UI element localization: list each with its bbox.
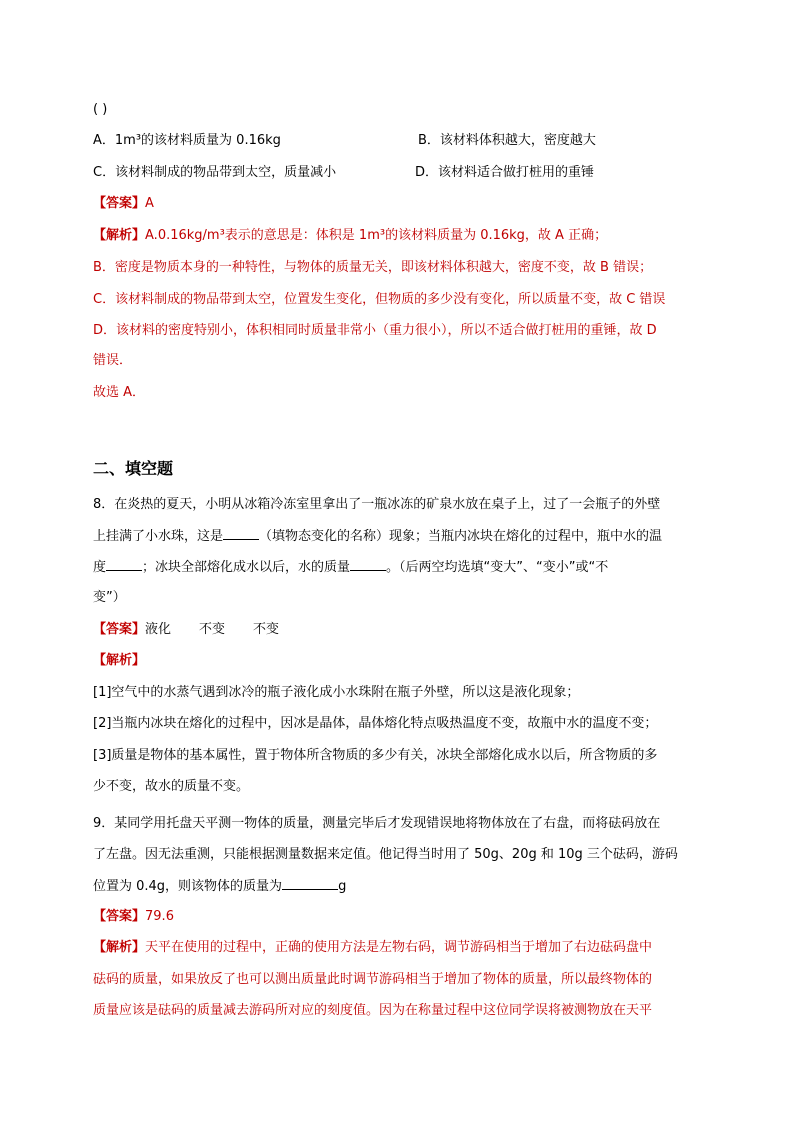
q7-analysis-label: 【解析】 bbox=[93, 228, 146, 243]
q9-line-2: 了左盘。因无法重测，只能根据测量数据来定值。他记得当时用了 50g、20g 和 10g 三个砝码，游码 bbox=[93, 847, 678, 862]
q8-analysis-3b: 少不变，故水的质量不变。 bbox=[93, 779, 250, 794]
q9-line-3-a: 位置为 0.4g，则该物体的质量为 bbox=[93, 879, 283, 894]
q7-conclusion: 故选 A． bbox=[93, 385, 146, 400]
q9-blank bbox=[282, 877, 338, 890]
q8-line-3-a: 度 bbox=[93, 560, 107, 575]
q9-line-3 bbox=[93, 877, 346, 896]
q8-blank-1 bbox=[223, 527, 259, 540]
q9-line-1: 9．某同学用托盘天平测一物体的质量，测量完毕后才发现错误地将物体放在了右盘，而将砝码放在 bbox=[93, 816, 661, 831]
q7-answer-label: 【答案】 bbox=[93, 196, 146, 211]
q8-line-4: 变”） bbox=[93, 590, 126, 605]
q8-analysis-2: [2]当瓶内冰块在熔化的过程中，因冰是晶体，晶体熔化特点吸热温度不变，故瓶中水的温度不变； bbox=[93, 716, 658, 731]
q9-answer-label: 【答案】 bbox=[93, 909, 146, 924]
q7-option-b-text: B．该材料体积越大，密度越大 bbox=[418, 133, 596, 148]
q8-analysis-1: [1]空气中的水蒸气遇到冰冷的瓶子液化成小水珠附在瓶子外壁，所以这是液化现象； bbox=[93, 685, 580, 700]
q7-option-a-text: A．1m³的该材料质量为 0.16kg bbox=[93, 133, 281, 148]
q9-analysis-text-1: 天平在使用的过程中，正确的使用方法是左物右码，调节游码相当于增加了右边砝码盘中 bbox=[145, 940, 653, 955]
q9-answer-value: 79.6 bbox=[145, 909, 174, 924]
q7-option-c-text: C．该材料制成的物品带到太空，质量减小 bbox=[93, 165, 337, 180]
q9-analysis-3: 质量应该是砝码的质量减去游码所对应的刻度值。因为在称量过程中这位同学误将被测物放在天平 bbox=[93, 1003, 653, 1018]
q7-analysis-4: D．该材料的密度特别小，体积相同时质量非常小（重力很小），所以不适合做打桩用的重锤，故 D bbox=[93, 323, 657, 338]
q7-analysis-2: B．密度是物质本身的一种特性，与物体的质量无关，即该材料体积越大，密度不变，故 B 错误； bbox=[93, 260, 653, 275]
q7-option-d bbox=[415, 164, 594, 182]
q8-line-1: 8．在炎热的夏天，小明从冰箱冷冻室里拿出了一瓶冰冻的矿泉水放在桌子上，过了一会瓶子的外壁 bbox=[93, 497, 661, 512]
q9-answer bbox=[93, 908, 174, 926]
q8-line-3 bbox=[93, 558, 608, 577]
section-title: 二、填空题 bbox=[93, 459, 174, 478]
q7-option-b bbox=[418, 132, 596, 150]
q7-analysis-text-1: A.0.16kg/m³表示的意思是：体积是 1m³的该材料质量为 0.16kg，故 A 正确； bbox=[145, 228, 608, 243]
q7-option-c bbox=[93, 164, 336, 182]
q8-answer-3: 不变 bbox=[253, 622, 280, 637]
q9-line-3-b: g bbox=[338, 879, 347, 894]
q7-analysis-3: C．该材料制成的物品带到太空，位置发生变化，但物质的多少没有变化，所以质量不变，故 C 错误 bbox=[93, 292, 666, 307]
q8-blank-2 bbox=[106, 558, 142, 571]
q7-bracket: ( ) bbox=[93, 102, 108, 117]
q9-analysis-1 bbox=[93, 939, 652, 957]
q8-line-2 bbox=[93, 527, 662, 546]
q7-answer bbox=[93, 195, 154, 213]
q7-analysis-1 bbox=[93, 227, 607, 245]
q8-answer-1: 液化 bbox=[145, 622, 172, 637]
q8-answer-label: 【答案】 bbox=[93, 622, 146, 637]
q8-line-2-b: （填物态变化的名称）现象；当瓶内冰块在熔化的过程中，瓶中水的温 bbox=[259, 529, 663, 544]
q8-analysis-label: 【解析】 bbox=[93, 653, 146, 668]
q9-analysis-label: 【解析】 bbox=[93, 940, 146, 955]
q9-analysis-2: 砝码的质量，如果放反了也可以测出质量此时调节游码相当于增加了物体的质量，所以最终物体的 bbox=[93, 972, 653, 987]
q8-answer-2: 不变 bbox=[199, 622, 226, 637]
q8-line-3-c: 。（后两空均选填“变大”、“变小”或“不 bbox=[386, 560, 609, 575]
q8-analysis-header bbox=[93, 652, 145, 670]
q8-analysis-3a: [3]质量是物体的基本属性，置于物体所含物质的多少有关，冰块全部熔化成水以后，所含物质的多 bbox=[93, 748, 658, 763]
q7-analysis-5: 错误． bbox=[93, 353, 133, 368]
q7-option-a bbox=[93, 132, 281, 150]
q8-line-2-a: 上挂满了小水珠，这是 bbox=[93, 529, 224, 544]
q7-answer-value: A bbox=[145, 196, 154, 211]
q8-answer bbox=[93, 621, 279, 639]
q7-option-d-text: D．该材料适合做打桩用的重锤 bbox=[415, 165, 595, 180]
q8-blank-3 bbox=[350, 558, 386, 571]
q8-line-3-b: ；冰块全部熔化成水以后，水的质量 bbox=[142, 560, 351, 575]
